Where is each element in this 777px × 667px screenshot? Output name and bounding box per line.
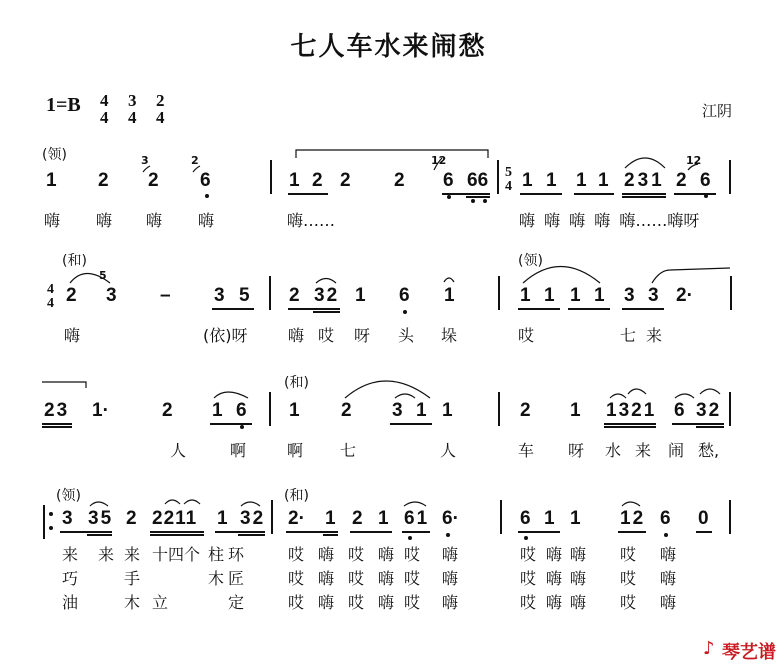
note: 1 [442,400,453,421]
verse-1-lyric: 哎 [520,545,537,564]
slur [214,392,248,398]
note: 1 [416,400,427,421]
note: 1 [594,285,605,306]
note-group: 61 [404,508,430,529]
lyric: 车 [518,441,535,460]
note: 3 [624,285,635,306]
slur [628,389,646,394]
lyric: 呀 [568,441,585,460]
lyric: 水 [605,441,622,460]
slur [625,158,665,168]
verse-2-lyric: 哎 [520,569,537,588]
bracket [296,150,488,158]
verse-1-lyric: 哎 [404,545,421,564]
lyric: 嗨 [64,326,81,345]
time-signature-3-4: 3 4 [128,91,137,127]
note: 3 [648,285,659,306]
logo-icon: ♪ [703,638,715,659]
verse-2-lyric: 嗨 [378,569,395,588]
note: 6· [442,508,459,529]
lyric: 七 [340,441,357,460]
verse-2-lyric: 嗨 [546,569,563,588]
slur [165,500,180,504]
verse-3-lyric: 哎 [348,593,365,612]
time-signature-4-4: 4 4 [100,91,109,127]
note: 2 [98,170,109,191]
origin-label: 江阴 [702,102,733,120]
note: 3 [214,285,225,306]
note: 1 [570,285,581,306]
slur [523,267,600,284]
part-lead: (领) [42,147,67,163]
grace-tie [434,158,442,170]
lyric: 嗨 [96,211,113,230]
lyric: 嗨 嗨 嗨 嗨 嗨……嗨呀 [519,211,700,230]
note-group: 23 [44,400,70,421]
lyric: 来 [635,441,652,460]
slur [241,502,260,506]
note: 2 [341,400,352,421]
verse-3-lyric: 哎 [620,593,637,612]
verse-2-lyric: 哎 [348,569,365,588]
verse-2-lyric: 嗨 [570,569,587,588]
lyric: 闹 [668,441,685,460]
verse-1-lyric: 嗨 [660,545,677,564]
note: 1 [217,508,228,529]
note: 6 [674,400,685,421]
note: 6 [443,170,454,191]
note: 2· [676,285,693,306]
slur [652,268,730,283]
lyric: 啊 [230,441,247,460]
slur [610,394,626,398]
slur [316,279,336,284]
note: 2 [340,170,351,191]
slur [90,502,108,506]
note: 3 [106,285,117,306]
note: 6 [700,170,711,191]
slur [675,394,694,398]
lyric: (依)呀 [203,326,248,345]
note: 1 [289,400,300,421]
time-signature-2-4: 2 4 [156,91,165,127]
note: 6 [520,508,531,529]
note-group: 12 [620,508,646,529]
note-group: 32 [696,400,722,421]
note: 6 [399,285,410,306]
verse-1-lyric: 哎 [288,545,305,564]
lyric: 嗨…… [287,211,336,230]
verse-2-lyric: 嗨 [660,569,677,588]
part-lead: (领) [56,488,81,504]
fermata [444,278,454,282]
slur [404,502,426,506]
lyric: 哎 [518,326,535,345]
note: 3 [392,400,403,421]
note: 5 [239,285,250,306]
verse-2-lyric: 哎 [288,569,305,588]
slur [184,500,200,504]
note: 1 [444,285,455,306]
note: 2 [394,170,405,191]
grace-note: 2 [191,154,199,167]
lyric: 人 [440,441,457,460]
verse-3-lyric: 哎 [404,593,421,612]
note-group: 231 [624,170,665,191]
note: 1 [522,170,533,191]
verse-2-lyric: 手 [124,569,141,588]
verse-1-lyric: 十四个 [152,545,201,564]
note: 6 [660,508,671,529]
verse-3-lyric: 嗨 [378,593,395,612]
verse-3-lyric: 油 [62,593,79,612]
note: 1 [570,400,581,421]
lyric: 嗨 [198,211,215,230]
lyric: 垛 [441,326,458,345]
verse-3-lyric: 立 [152,593,169,612]
slur-continuation [42,382,86,388]
part-chorus: (和) [284,488,309,504]
verse-2-lyric: 木 [208,569,225,588]
verse-1-lyric: 嗨 [318,545,335,564]
note: 1 [520,285,531,306]
verse-3-lyric: 嗨 [660,593,677,612]
note: 1 [355,285,366,306]
note: 1 [570,508,581,529]
note: 1 [544,508,555,529]
verse-3-lyric: 嗨 [442,593,459,612]
time-signature-4-4: 4 4 [47,282,54,311]
verse-3-lyric: 木 [124,593,141,612]
note: 1· [92,400,109,421]
note-group: 35 [88,508,114,529]
note: 1 [546,170,557,191]
note: 1 [544,285,555,306]
slur [345,381,430,398]
note: 2· [288,508,305,529]
verse-1-lyric: 哎 [348,545,365,564]
verse-3-lyric: 哎 [288,593,305,612]
grace-tie [688,164,698,170]
key-signature: 1=B [46,94,81,116]
note: 1 [378,508,389,529]
note: 2 [148,170,159,191]
verse-2-lyric: 哎 [620,569,637,588]
note-group: 2211 [152,508,198,529]
note: 6 [200,170,211,191]
lyric: 嗨 [288,326,305,345]
lyric: 啊 [287,441,304,460]
watermark-logo: 琴艺谱 [722,642,776,663]
verse-1-lyric: 嗨 [442,545,459,564]
note: 2 [352,508,363,529]
note: 1 [598,170,609,191]
lyric: 嗨 [146,211,163,230]
verse-3-lyric: 嗨 [318,593,335,612]
slur [395,394,415,398]
note-group: 1321 [606,400,657,421]
note: 2 [126,508,137,529]
lyric: 愁, [698,441,720,460]
verse-3-lyric: 嗨 [546,593,563,612]
lyric: 哎 [318,326,335,345]
verse-1-lyric: 来 [62,545,79,564]
grace-tie [143,166,150,172]
verse-3-lyric: 嗨 [570,593,587,612]
verse-1-lyric: 嗨 [546,545,563,564]
verse-2-lyric: 哎 [404,569,421,588]
part-chorus: (和) [62,253,87,269]
part-chorus: (和) [284,375,309,391]
page-title: 七人车水来闹愁 [290,32,487,62]
slur [622,502,640,506]
lyric: 头 [398,326,415,345]
grace-note: 5 [99,269,107,282]
note: 1 [212,400,223,421]
grace-note: 12 [431,154,447,167]
verse-1-lyric: 嗨 [378,545,395,564]
note: 1 [46,170,57,191]
verse-1-lyric: 嗨 [570,545,587,564]
grace-tie [193,166,200,172]
part-lead: (领) [518,253,543,269]
dash: – [160,285,171,306]
note: 2 [66,285,77,306]
note: 2 [289,285,300,306]
note: 1 [325,508,336,529]
verse-2-lyric: 嗨 [318,569,335,588]
lyric: 人 [170,441,187,460]
verse-2-lyric: 巧 [62,569,79,588]
verse-1-lyric: 哎 [620,545,637,564]
verse-1-lyric: 来 [124,545,141,564]
slur [700,389,720,394]
verse-2-lyric: 匠 [228,569,245,588]
note: 1 [289,170,300,191]
note-group: 32 [240,508,266,529]
slur [70,274,110,284]
verse-1-lyric: 来 [98,545,115,564]
note: 2 [676,170,687,191]
verse-3-lyric: 定 [228,593,245,612]
note-group: 32 [314,285,340,306]
note: 2 [162,400,173,421]
note: 2 [312,170,323,191]
time-signature-5-4: 5 4 [505,165,512,194]
note: 66 [467,170,489,191]
verse-1-lyric: 环 [228,545,245,564]
note: 2 [520,400,531,421]
note: 1 [576,170,587,191]
verse-1-lyric: 柱 [208,545,225,564]
grace-note: 12 [686,154,702,167]
lyric: 嗨 [44,211,61,230]
grace-note: 3 [141,154,149,167]
note: 6 [236,400,247,421]
verse-2-lyric: 嗨 [442,569,459,588]
note: 3 [62,508,73,529]
verse-3-lyric: 哎 [520,593,537,612]
lyric: 七来 [620,326,673,345]
rest: 0 [698,508,709,529]
lyric: 呀 [354,326,371,345]
